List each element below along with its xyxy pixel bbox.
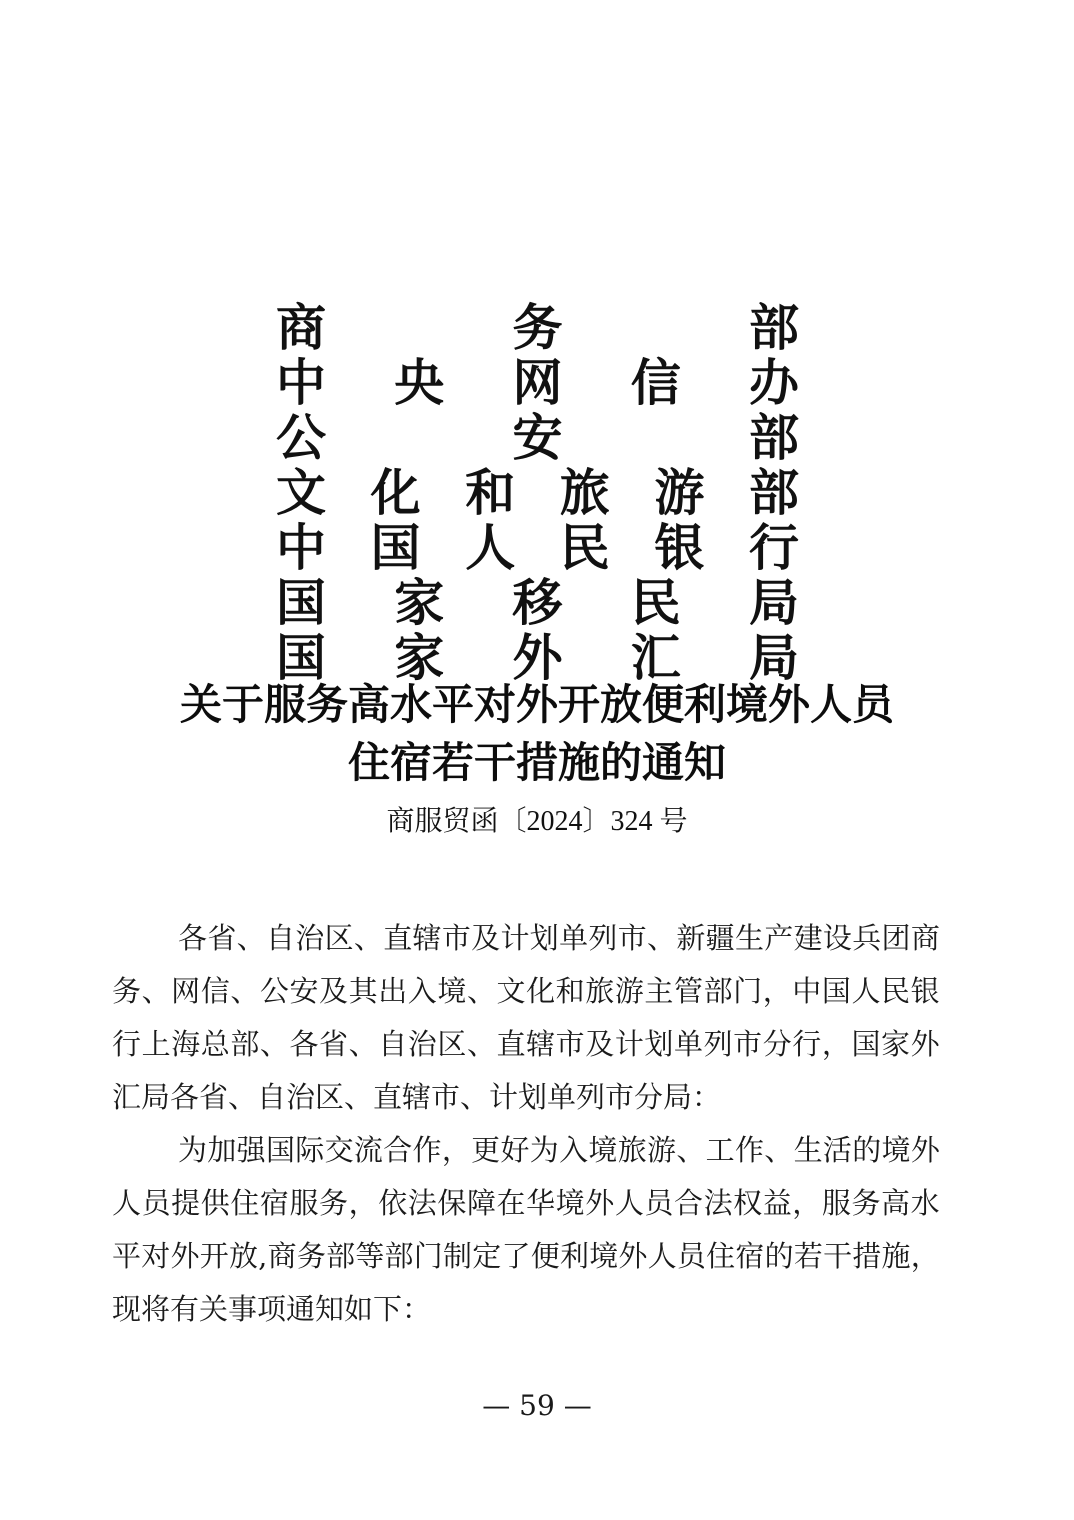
body-paragraph1-line1: 各 省 、 自 治 区 、 直 辖 市 及 计 划 单 列 市 、 新 疆 生 产 建 设 兵 团 商 <box>178 921 940 955</box>
body-paragraph2-line4: 现将有关事项通知如下： <box>112 1292 432 1326</box>
agency-name-nia: 国 家 移 民 局 <box>276 575 799 631</box>
document-title-line2: 住宿若干措施的通知 <box>347 739 726 786</box>
document-title-line1: 关于服务高水平对外开放便利境外人员 <box>179 681 894 728</box>
page-number: — 59 — <box>482 1389 592 1422</box>
document-body <box>112 912 940 1336</box>
body-paragraph2-line1: 为 加 强 国 际 交 流 合 作 ， 更 好 为 入 境 旅 游 、 工 作 、 生 活 的 境 外 <box>178 1133 940 1167</box>
body-paragraph1-line2: 务 、 网 信 、 公 安 及 其 出 入 境 、 文 化 和 旅 游 主 管 部 门 ， 中 国 人 民 银 <box>112 974 940 1008</box>
agency-name-cac: 中 央 网 信 办 <box>276 355 799 411</box>
agency-name-safe: 国 家 外 汇 局 <box>276 630 799 686</box>
agency-name-pboc: 中 国 人 民 银 行 <box>276 520 799 576</box>
document-title <box>0 676 1074 792</box>
issuing-agencies <box>276 301 799 686</box>
agency-name-mofcom: 商 务 部 <box>276 300 799 356</box>
body-paragraph2-line2: 人 员 提 供 住 宿 服 务 ， 依 法 保 障 在 华 境 外 人 员 合 法 权 益 ， 服 务 高 水 <box>112 1186 940 1220</box>
body-paragraph2-line3: 平 对 外 开 放 , 商 务 部 等 部 门 制 定 了 便 利 境 外 人 员 住 宿 的 若 干 措 施 ， <box>112 1239 940 1273</box>
body-paragraph1-line3: 行 上 海 总 部 、 各 省 、 自 治 区 、 直 辖 市 及 计 划 单 列 市 分 行 ， 国 家 外 <box>112 1027 940 1061</box>
agency-name-mct: 文 化 和 旅 游 部 <box>276 465 799 521</box>
agency-name-mps: 公 安 部 <box>276 410 799 466</box>
document-number: 商服贸函〔2024〕324 号 <box>386 806 688 837</box>
body-paragraph1-line4: 汇局各省、自治区、直辖市、计划单列市分局： <box>112 1080 722 1114</box>
